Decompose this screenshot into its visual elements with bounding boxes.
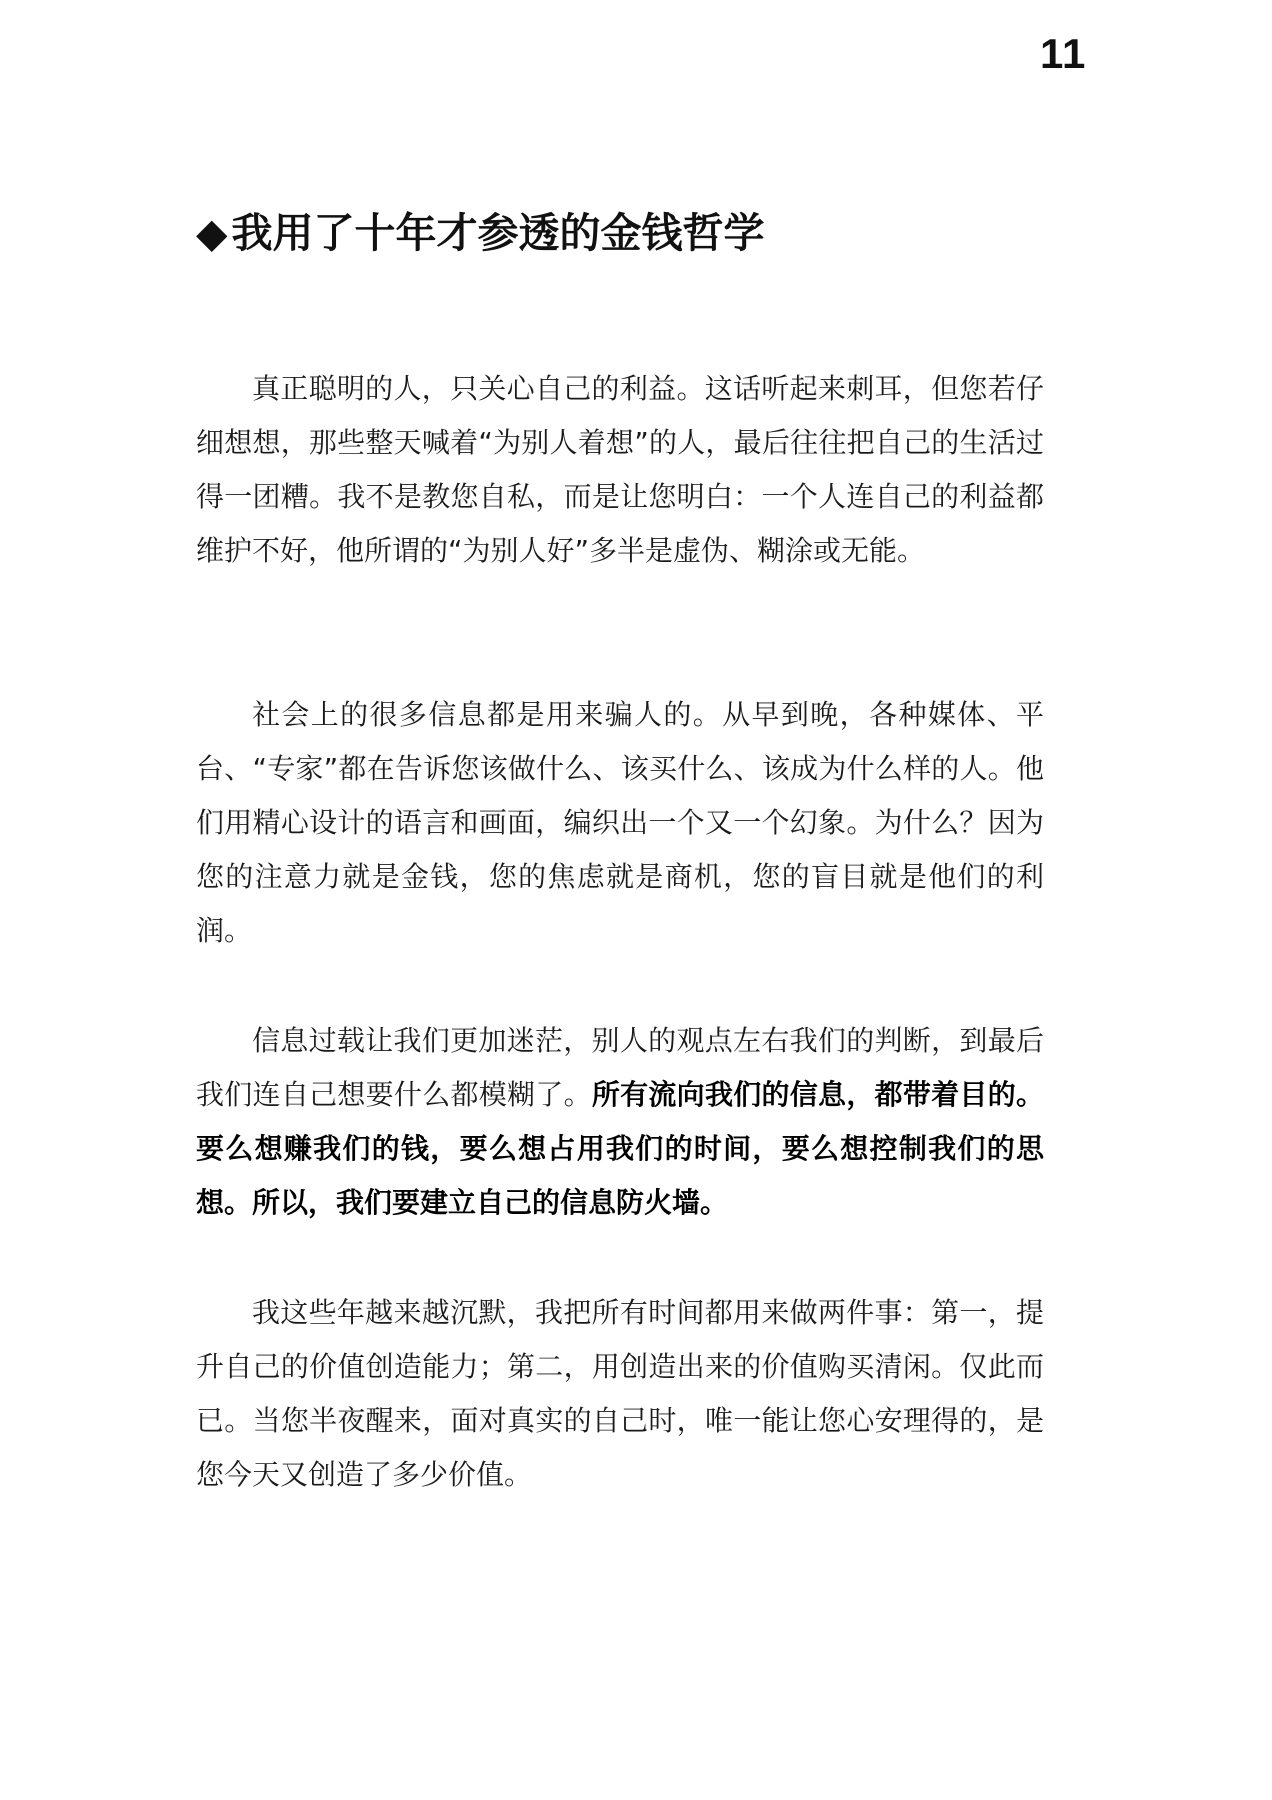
paragraph-3-text: 信息过载让我们更加迷茫，别人的观点左右我们的判断，到最后我们连自己想要什么都模糊了。 (196, 1024, 1044, 1111)
section-title-text: 我用了十年才参透的金钱哲学 (231, 209, 765, 257)
paragraph-2: 社会上的很多信息都是用来骗人的。从早到晚，各种媒体、平台、“专家”都在告诉您该做什么、该买什么、该成为什么样的人。他们用精心设计的语言和画面，编织出一个又一个幻象。为什么？因为您的注意力就是金钱，您的焦虑就是商机，您的盲目就是他们的利润。 (196, 698, 1044, 947)
page-number: 11 (1040, 30, 1087, 77)
paragraph-4: 我这些年越来越沉默，我把所有时间都用来做两件事：第一，提升自己的价值创造能力；第二，用创造出来的价值购买清闲。仅此而已。当您半夜醒来，面对真实的自己时，唯一能让您心安理得的，是您今天又创造了多少价值。 (196, 1296, 1044, 1491)
paragraph-3-bold-text: 所有流向我们的信息，都带着目的。要么想赚我们的钱，要么想占用我们的时间，要么想控制我们的思想。所以，我们要建立自己的信息防火墙。 (196, 1078, 1044, 1219)
diamond-bullet-icon: ◆ (196, 209, 228, 257)
section-title (196, 200, 765, 259)
paragraph-1: 真正聪明的人，只关心自己的利益。这话听起来刺耳，但您若仔细想想，那些整天喊着“为别人着想”的人，最后往往把自己的生活过得一团糟。我不是教您自私，而是让您明白：一个人连自己的利益都维护不好，他所谓的“为别人好”多半是虚伪、糊涂或无能。 (196, 372, 1044, 567)
paragraph-3 (196, 1014, 1044, 1230)
